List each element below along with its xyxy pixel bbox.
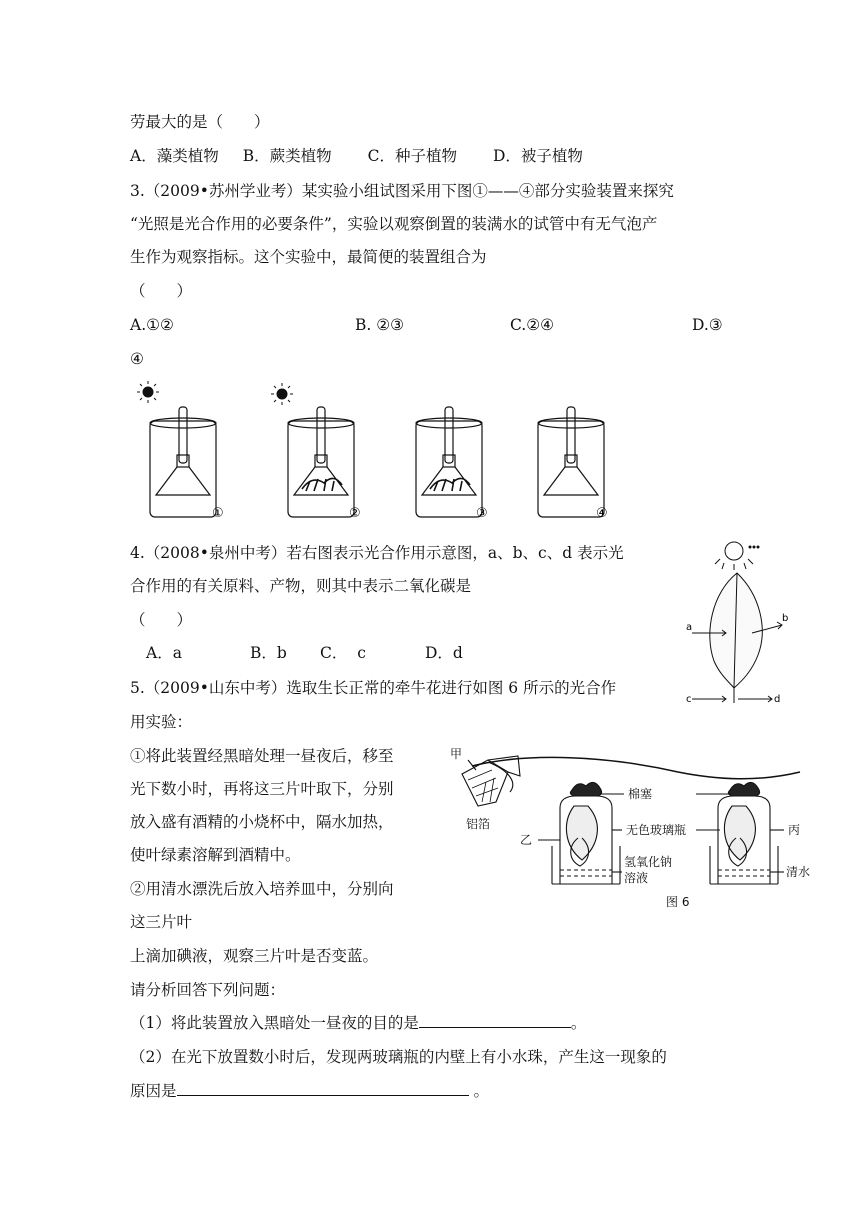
fig6-label-glass: 无色玻璃瓶 bbox=[626, 823, 687, 837]
apparatus-1 bbox=[150, 407, 216, 517]
fig6-label-water: 清水 bbox=[786, 865, 811, 879]
fig6-caption: 图 6 bbox=[666, 895, 690, 909]
q3-option-c: C.②④ bbox=[510, 316, 555, 334]
q5-line2: 用实验： bbox=[130, 713, 193, 731]
q5-step1-line1: ①将此装置经黑暗处理一昼夜后，移至 bbox=[130, 747, 394, 765]
q5-sub2b: 原因是 。 bbox=[130, 1082, 489, 1100]
apparatus-2 bbox=[288, 407, 354, 517]
q3-option-a: A.①② bbox=[130, 316, 174, 334]
q5-line1: 5.（2009•山东中考）选取生长正常的牵牛花进行如图 6 所示的光合作 bbox=[130, 679, 617, 697]
q2-options bbox=[130, 146, 583, 166]
answer-blank-1[interactable] bbox=[419, 1013, 571, 1028]
q2-option-a: A．藻类植物 bbox=[130, 147, 219, 165]
q3-bracket: （ ） bbox=[130, 282, 193, 300]
sun-icon bbox=[271, 383, 293, 405]
fig6-label-naoh1: 氢氧化钠 bbox=[624, 855, 673, 869]
q5-sub2: （2）在光下放置数小时后，发现两玻璃瓶的内壁上有小水珠，产生这一现象的 bbox=[130, 1048, 667, 1066]
q3-option-d: D.③ bbox=[692, 316, 723, 334]
q4-option-c: C． c bbox=[320, 644, 366, 662]
fig6-label-foil: 铝箔 bbox=[466, 817, 491, 831]
fig6-label-cotton: 棉塞 bbox=[628, 787, 653, 801]
q4-option-b: B．b bbox=[250, 644, 287, 662]
leaf-label-d: d bbox=[774, 694, 781, 705]
cotton-plug-right bbox=[728, 782, 759, 796]
q3-line3: 生作为观察指标。这个实验中，最简便的装置组合为 bbox=[130, 248, 487, 266]
q3-line2: “光照是光合作用的必要条件”，实验以观察倒置的装满水的试管中有无气泡产 bbox=[130, 215, 658, 233]
apparatus-label-1: ① bbox=[212, 506, 224, 521]
fig6-label-yi: 乙 bbox=[520, 833, 533, 847]
leaf-figure bbox=[682, 533, 790, 709]
q5-prompt: 请分析回答下列问题： bbox=[130, 981, 286, 999]
q5-step1-line2: 光下数小时，再将这三片叶取下，分别 bbox=[130, 780, 394, 798]
fig6-label-jia: 甲 bbox=[450, 747, 463, 761]
q3-option-b: B. ②③ bbox=[355, 316, 405, 334]
figure-6 bbox=[448, 742, 828, 914]
q5-sub1: （1）将此装置放入黑暗处一昼夜的目的是 。 bbox=[130, 1014, 587, 1032]
apparatus-figure bbox=[130, 375, 650, 525]
sun-icon bbox=[137, 381, 159, 403]
bottle-bing bbox=[710, 788, 778, 884]
fig6-label-naoh2: 溶液 bbox=[624, 871, 649, 885]
leaf-label-a: a bbox=[686, 622, 693, 633]
q4-option-d: D．d bbox=[425, 644, 463, 662]
cotton-plug-left bbox=[570, 782, 601, 796]
sun-icon bbox=[715, 542, 759, 570]
q2-option-b: B．蕨类植物 bbox=[242, 147, 332, 165]
apparatus-3 bbox=[416, 407, 482, 517]
q4-line2: 合作用的有关原料、产物，则其中表示二氧化碳是 bbox=[130, 577, 472, 595]
q5-step2-cont: 上滴加碘液，观察三片叶是否变蓝。 bbox=[130, 947, 379, 965]
q2-option-d: D．被子植物 bbox=[492, 147, 583, 165]
leaf-label-c: c bbox=[686, 694, 692, 705]
q3-option-d-wrap: ④ bbox=[130, 350, 144, 368]
leaf-label-b: b bbox=[782, 613, 789, 624]
bottle-yi bbox=[552, 788, 620, 884]
apparatus-4 bbox=[538, 407, 604, 517]
answer-blank-2[interactable] bbox=[177, 1081, 469, 1096]
q2-option-c: C．种子植物 bbox=[367, 147, 457, 165]
q5-step2-line2: 这三片叶 bbox=[130, 913, 193, 931]
q5-step1-line3: 放入盛有酒精的小烧杯中，隔水加热， bbox=[130, 813, 394, 831]
fig6-label-bing: 丙 bbox=[788, 823, 801, 837]
apparatus-label-3: ③ bbox=[476, 506, 488, 521]
apparatus-label-4: ④ bbox=[596, 506, 608, 521]
apparatus-label-2: ② bbox=[349, 506, 361, 521]
q4-bracket: （ ） bbox=[130, 611, 193, 629]
q5-step2-line1: ②用清水漂洗后放入培养皿中，分别向 bbox=[130, 880, 394, 898]
q5-step1-line4: 使叶绿素溶解到酒精中。 bbox=[130, 846, 301, 864]
leaf bbox=[710, 573, 762, 688]
q4-option-a: A．a bbox=[146, 644, 182, 662]
q4-line1: 4.（2008•泉州中考）若右图表示光合作用示意图，a、b、c、d 表示光 bbox=[130, 544, 624, 562]
q3-line1: 3.（2009•苏州学业考）某实验小组试图采用下图①——④部分实验装置来探究 bbox=[130, 182, 674, 200]
q2-tail: 劳最大的是（ ） bbox=[130, 113, 270, 131]
